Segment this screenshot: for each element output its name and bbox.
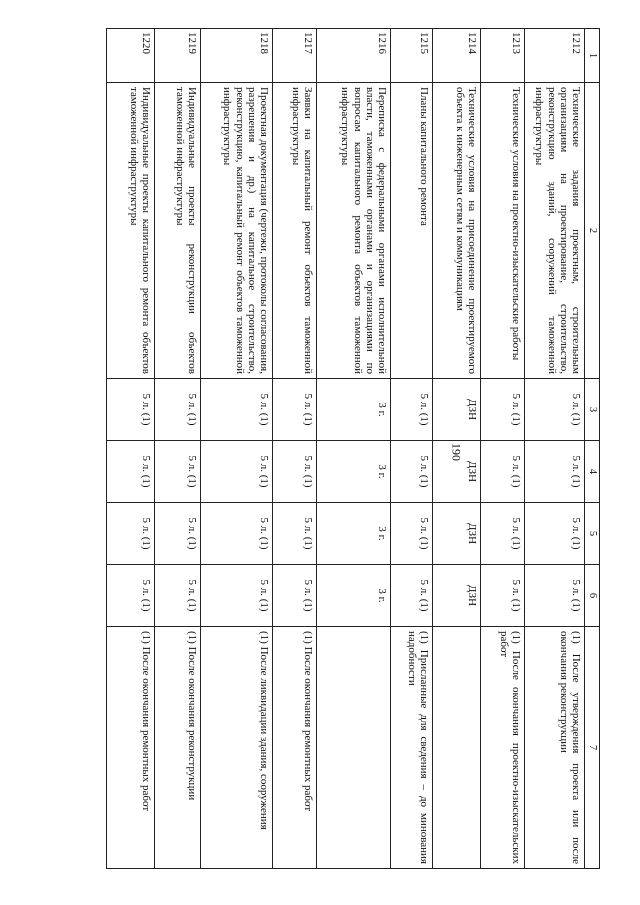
column-header: 1 [585, 29, 600, 83]
cell-value: 5 л. (1) [391, 565, 433, 627]
cell-value: 3 г. [317, 441, 391, 503]
cell-value: 5 л. (1) [525, 441, 585, 503]
table-row [155, 29, 201, 869]
cell-value: 5 л. (1) [155, 565, 201, 627]
cell-value: 5 л. (1) [391, 379, 433, 441]
table-row [391, 29, 433, 869]
table-row [433, 29, 481, 869]
column-header: 6 [585, 565, 600, 627]
cell-value: 5 л. (1) [481, 503, 525, 565]
cell-value: 5 л. (1) [481, 379, 525, 441]
cell-value: ДЗН [433, 379, 481, 441]
table-row [107, 29, 155, 869]
row-note: (1) После окончания ремонтных работ [107, 627, 155, 869]
table-row [525, 29, 585, 869]
row-title: Проектная документация (чертежи, протоколы согласования, разрешения и др.) на капитальное строительство, реконструкцию, капитальный ремонт объектов таможенной инфраструктуры [201, 83, 273, 379]
cell-value: 5 л. (1) [155, 441, 201, 503]
row-title: Индивидуальные проекты капитального ремонта объектов таможенной инфраструктуры [107, 83, 155, 379]
cell-value: 5 л. (1) [525, 379, 585, 441]
row-note: (1) После окончания реконструкции [155, 627, 201, 869]
table-row [317, 29, 391, 869]
column-header: 4 [585, 441, 600, 503]
row-note [317, 627, 391, 869]
column-header: 2 [585, 83, 600, 379]
row-number: 1219 [155, 29, 201, 83]
cell-value: 3 г. [317, 565, 391, 627]
cell-value: ДЗН [433, 503, 481, 565]
cell-value: 5 л. (1) [201, 441, 273, 503]
cell-value: 5 л. (1) [525, 503, 585, 565]
row-note: (1) После ликвидации здания, сооружения [201, 627, 273, 869]
cell-value: 5 л. (1) [201, 565, 273, 627]
row-note: (1) Присланные для сведения – до минования надобности [391, 627, 433, 869]
rotated-table-container [72, 28, 600, 868]
cell-value: 3 г. [317, 503, 391, 565]
cell-value: 5 л. (1) [107, 441, 155, 503]
cell-value: 5 л. (1) [107, 379, 155, 441]
cell-value: 5 л. (1) [155, 379, 201, 441]
cell-value: 5 л. (1) [481, 441, 525, 503]
cell-value: 5 л. (1) [107, 565, 155, 627]
row-title: Технические условия на присоединение проектируемого объекта к инженерным сетям и коммуникациям [433, 83, 481, 379]
cell-value: 5 л. (1) [525, 565, 585, 627]
cell-value: 5 л. (1) [155, 503, 201, 565]
row-note: (1) После окончания ремонтных работ [273, 627, 317, 869]
row-number: 1215 [391, 29, 433, 83]
table-row [273, 29, 317, 869]
row-number: 1218 [201, 29, 273, 83]
records-table [106, 28, 600, 869]
cell-value: ДЗН [433, 565, 481, 627]
row-number: 1216 [317, 29, 391, 83]
column-header: 7 [585, 627, 600, 869]
cell-value: 5 л. (1) [107, 503, 155, 565]
row-number: 1212 [525, 29, 585, 83]
header-row [585, 29, 600, 869]
column-header: 3 [585, 379, 600, 441]
row-title: Технические условия на проектно-изыскательские работы [481, 83, 525, 379]
cell-value: 5 л. (1) [273, 441, 317, 503]
cell-value: 5 л. (1) [273, 565, 317, 627]
row-note: (1) После окончания проектно-изыскательских работ [481, 627, 525, 869]
cell-value: 5 л. (1) [391, 503, 433, 565]
row-title: Планы капитального ремонта [391, 83, 433, 379]
row-title: Технические задания проектным, строительным организациям на проектирование, строительство, реконструкцию зданий, сооружений таможенной инфраструктуры [525, 83, 585, 379]
cell-value: 5 л. (1) [201, 379, 273, 441]
cell-value: 3 г. [317, 379, 391, 441]
table-row [201, 29, 273, 869]
row-title: Заявки на капитальный ремонт объектов таможенной инфраструктуры [273, 83, 317, 379]
page-number: 190 [449, 443, 464, 461]
row-number: 1214 [433, 29, 481, 83]
row-title: Переписка с федеральными органами исполнительной власти, таможенными органами и организациями по вопросам капитального ремонта объектов таможенной инфраструктуры [317, 83, 391, 379]
cell-value: ДЗН [433, 441, 481, 503]
cell-value: 5 л. (1) [201, 503, 273, 565]
cell-value: 5 л. (1) [391, 441, 433, 503]
cell-value: 5 л. (1) [273, 503, 317, 565]
row-number: 1217 [273, 29, 317, 83]
column-header: 5 [585, 503, 600, 565]
row-note: (1) После утверждения проекта или после окончания реконструкции [525, 627, 585, 869]
cell-value: 5 л. (1) [481, 565, 525, 627]
cell-value: 5 л. (1) [273, 379, 317, 441]
row-number: 1220 [107, 29, 155, 83]
row-note [433, 627, 481, 869]
table-row [481, 29, 525, 869]
row-title: Индивидуальные проекты реконструкции объектов таможенной инфраструктуры [155, 83, 201, 379]
row-number: 1213 [481, 29, 525, 83]
